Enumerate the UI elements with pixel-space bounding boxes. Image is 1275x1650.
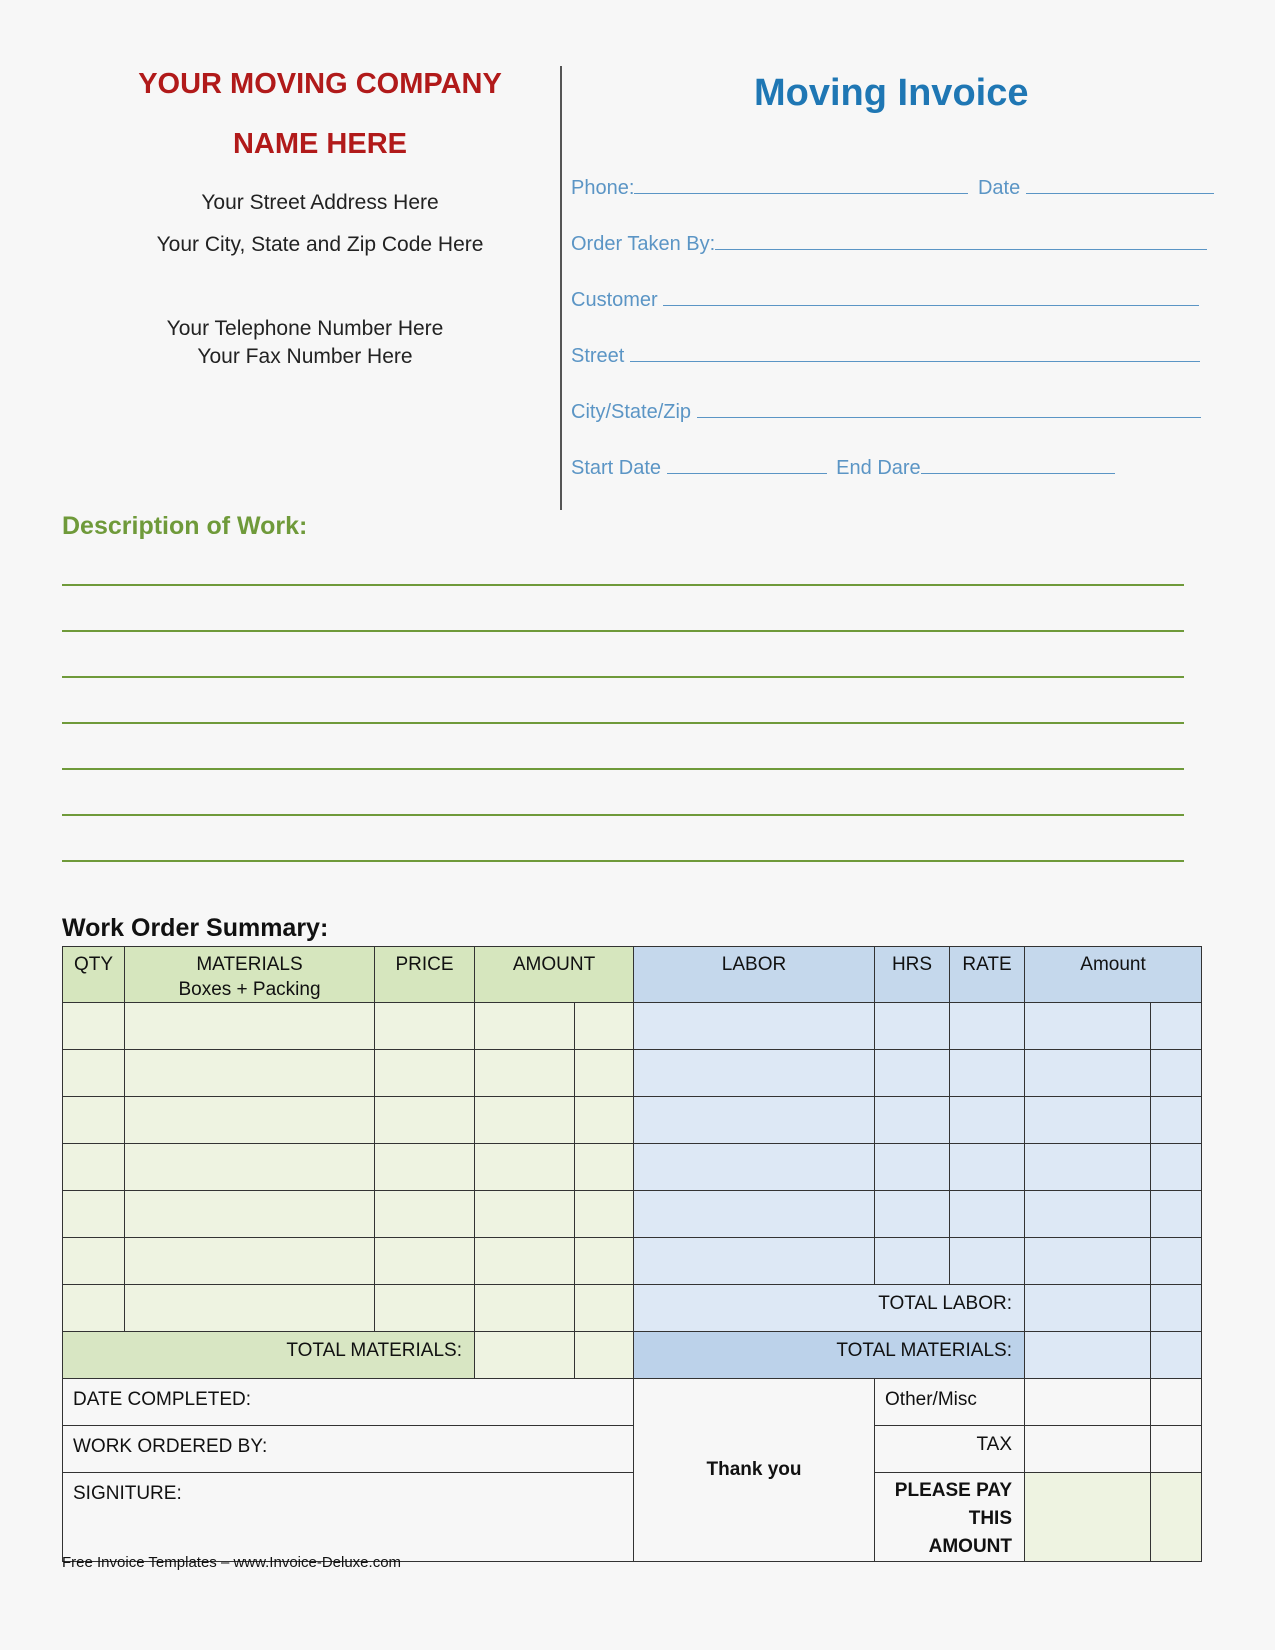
amount-cents-cell[interactable] [575, 1191, 634, 1238]
hrs-cell[interactable] [875, 1003, 950, 1050]
labor-amount-cents-cell[interactable] [1151, 1097, 1202, 1144]
price-cell[interactable] [375, 1191, 475, 1238]
tax-cents[interactable] [1151, 1426, 1202, 1473]
labor-amount-cell[interactable] [1025, 1050, 1151, 1097]
total-labor-label: TOTAL LABOR: [634, 1285, 1025, 1332]
company-phone: Your Telephone Number Here [166, 317, 444, 340]
description-line[interactable] [62, 676, 1184, 678]
rate-cell[interactable] [950, 1003, 1025, 1050]
qty-cell[interactable] [63, 1003, 125, 1050]
tax-value[interactable] [1025, 1426, 1151, 1473]
city-state-zip-field[interactable] [571, 399, 1201, 424]
labor-cell[interactable] [634, 1238, 875, 1285]
labor-amount-cents-cell[interactable] [1151, 1050, 1202, 1097]
materials-cell[interactable] [125, 1144, 375, 1191]
materials-cell[interactable] [125, 1238, 375, 1285]
order-taken-input-line[interactable] [715, 231, 1207, 250]
materials-cell[interactable] [125, 1097, 375, 1144]
rate-cell[interactable] [950, 1238, 1025, 1285]
amount-cell[interactable] [475, 1097, 575, 1144]
price-cell[interactable] [375, 1097, 475, 1144]
qty-cell[interactable] [63, 1144, 125, 1191]
street-label: Street [571, 345, 625, 367]
header-rate: RATE [950, 947, 1025, 1003]
header-labor-amount: Amount [1025, 947, 1202, 1003]
company-fax: Your Fax Number Here [197, 345, 413, 368]
table-row [63, 1144, 1202, 1191]
total-materials-label-left: TOTAL MATERIALS: [63, 1332, 475, 1379]
dates-field[interactable] [571, 455, 1115, 480]
header-divider [560, 66, 562, 510]
amount-cell[interactable] [475, 1144, 575, 1191]
phone-label: Phone: [571, 177, 635, 199]
header-price: PRICE [375, 947, 475, 1003]
invoice-title: Moving Invoice [754, 72, 1029, 114]
amount-cents-cell[interactable] [575, 1144, 634, 1191]
tax-label: TAX [875, 1426, 1025, 1473]
header-hrs: HRS [875, 947, 950, 1003]
customer-label: Customer [571, 289, 658, 311]
total-labor-cents[interactable] [1151, 1285, 1202, 1332]
footer-credit: Free Invoice Templates – www.Invoice-Deluxe.com [62, 1554, 402, 1571]
other-misc-label: Other/Misc [875, 1379, 1025, 1426]
table-row [63, 1191, 1202, 1238]
materials-cell[interactable] [125, 1003, 375, 1050]
description-line[interactable] [62, 630, 1184, 632]
company-name-line1: YOUR MOVING COMPANY [138, 68, 502, 100]
please-pay-line1: PLEASE PAY [894, 1480, 1013, 1501]
table-header-row [63, 947, 1202, 1003]
total-materials-value-right[interactable] [1025, 1332, 1151, 1379]
hrs-cell[interactable] [875, 1191, 950, 1238]
phone-field[interactable] [571, 175, 1214, 200]
labor-cell[interactable] [634, 1144, 875, 1191]
price-cell[interactable] [375, 1238, 475, 1285]
total-materials-cents-right[interactable] [1151, 1332, 1202, 1379]
labor-amount-cell[interactable] [1025, 1144, 1151, 1191]
labor-amount-cell[interactable] [1025, 1097, 1151, 1144]
phone-input-line[interactable] [634, 175, 968, 194]
materials-cell[interactable] [125, 1050, 375, 1097]
footer-row [63, 1379, 1202, 1426]
labor-cell[interactable] [634, 1050, 875, 1097]
work-ordered-by[interactable]: WORK ORDERED BY: [63, 1426, 634, 1473]
order-taken-field[interactable] [571, 231, 1207, 256]
rate-cell[interactable] [950, 1144, 1025, 1191]
please-pay-cents[interactable] [1151, 1473, 1202, 1562]
city-state-zip-input-line[interactable] [697, 399, 1201, 418]
description-line[interactable] [62, 814, 1184, 816]
please-pay-line2: THIS [968, 1508, 1013, 1529]
signature[interactable]: SIGNITURE: [63, 1473, 634, 1562]
labor-cell[interactable] [634, 1191, 875, 1238]
labor-amount-cell[interactable] [1025, 1003, 1151, 1050]
header-qty: QTY [63, 947, 125, 1003]
materials-cell[interactable] [125, 1191, 375, 1238]
description-line[interactable] [62, 768, 1184, 770]
totals-row [63, 1332, 1202, 1379]
amount-cents-cell[interactable] [575, 1097, 634, 1144]
header-materials-label: MATERIALS [196, 954, 303, 975]
customer-input-line[interactable] [663, 287, 1199, 306]
amount-cell[interactable] [475, 1191, 575, 1238]
hrs-cell[interactable] [875, 1097, 950, 1144]
table-row [63, 1097, 1202, 1144]
rate-cell[interactable] [950, 1097, 1025, 1144]
qty-cell[interactable] [63, 1238, 125, 1285]
amount-cell[interactable] [475, 1050, 575, 1097]
price-cell[interactable] [375, 1050, 475, 1097]
labor-amount-cents-cell[interactable] [1151, 1238, 1202, 1285]
amount-cell[interactable] [475, 1285, 575, 1332]
hrs-cell[interactable] [875, 1238, 950, 1285]
description-line[interactable] [62, 584, 1184, 586]
total-labor-value[interactable] [1025, 1285, 1151, 1332]
labor-cell[interactable] [634, 1097, 875, 1144]
table-row [63, 1003, 1202, 1050]
hrs-cell[interactable] [875, 1050, 950, 1097]
table-row [63, 1238, 1202, 1285]
footer-row [63, 1473, 1202, 1562]
table-row [63, 1050, 1202, 1097]
rate-cell[interactable] [950, 1191, 1025, 1238]
please-pay-label [875, 1473, 1025, 1562]
labor-amount-cents-cell[interactable] [1151, 1144, 1202, 1191]
thank-you: Thank you [634, 1379, 875, 1562]
work-order-table [62, 946, 1202, 1562]
please-pay-line3: AMOUNT [928, 1536, 1013, 1557]
rate-cell[interactable] [950, 1050, 1025, 1097]
company-city: Your City, State and Zip Code Here [156, 233, 484, 256]
amount-cents-cell[interactable] [575, 1238, 634, 1285]
header-materials [125, 947, 375, 1003]
end-date-input-line[interactable] [921, 455, 1115, 474]
footer-row [63, 1426, 1202, 1473]
company-name-line2: NAME HERE [232, 128, 407, 160]
labor-cell[interactable] [634, 1003, 875, 1050]
qty-cell[interactable] [63, 1191, 125, 1238]
description-line[interactable] [62, 860, 1184, 862]
amount-cell[interactable] [475, 1003, 575, 1050]
total-materials-value-left[interactable] [475, 1332, 575, 1379]
qty-cell[interactable] [63, 1285, 125, 1332]
street-input-line[interactable] [630, 343, 1200, 362]
company-street: Your Street Address Here [201, 191, 439, 214]
description-line[interactable] [62, 722, 1184, 724]
total-materials-cents-left[interactable] [575, 1332, 634, 1379]
price-cell[interactable] [375, 1003, 475, 1050]
labor-amount-cents-cell[interactable] [1151, 1191, 1202, 1238]
hrs-cell[interactable] [875, 1144, 950, 1191]
description-title: Description of Work: [62, 512, 308, 540]
please-pay-value[interactable] [1025, 1473, 1151, 1562]
street-field[interactable] [571, 343, 1200, 368]
labor-amount-cell[interactable] [1025, 1191, 1151, 1238]
header-labor: LABOR [634, 947, 875, 1003]
table-row [63, 1285, 1202, 1332]
header-materials-sub: Boxes + Packing [178, 979, 321, 1000]
amount-cents-cell[interactable] [575, 1003, 634, 1050]
labor-amount-cents-cell[interactable] [1151, 1003, 1202, 1050]
date-label: Date [977, 177, 1021, 199]
work-order-summary-title: Work Order Summary: [62, 914, 329, 942]
total-materials-label-right: TOTAL MATERIALS: [634, 1332, 1025, 1379]
other-misc-cents[interactable] [1151, 1379, 1202, 1426]
date-completed[interactable]: DATE COMPLETED: [63, 1379, 634, 1426]
city-state-zip-label: City/State/Zip [571, 401, 692, 423]
amount-cents-cell[interactable] [575, 1050, 634, 1097]
header-amount: AMOUNT [475, 947, 634, 1003]
labor-amount-cell[interactable] [1025, 1238, 1151, 1285]
other-misc-value[interactable] [1025, 1379, 1151, 1426]
amount-cell[interactable] [475, 1238, 575, 1285]
end-date-label: End Dare [836, 457, 921, 479]
start-date-input-line[interactable] [667, 455, 827, 474]
date-input-line[interactable] [1026, 175, 1214, 194]
amount-cents-cell[interactable] [575, 1285, 634, 1332]
price-cell[interactable] [375, 1144, 475, 1191]
qty-cell[interactable] [63, 1097, 125, 1144]
price-cell[interactable] [375, 1285, 475, 1332]
order-taken-label: Order Taken By: [571, 233, 716, 255]
start-date-label: Start Date [571, 457, 662, 479]
materials-cell[interactable] [125, 1285, 375, 1332]
customer-field[interactable] [571, 287, 1199, 312]
qty-cell[interactable] [63, 1050, 125, 1097]
